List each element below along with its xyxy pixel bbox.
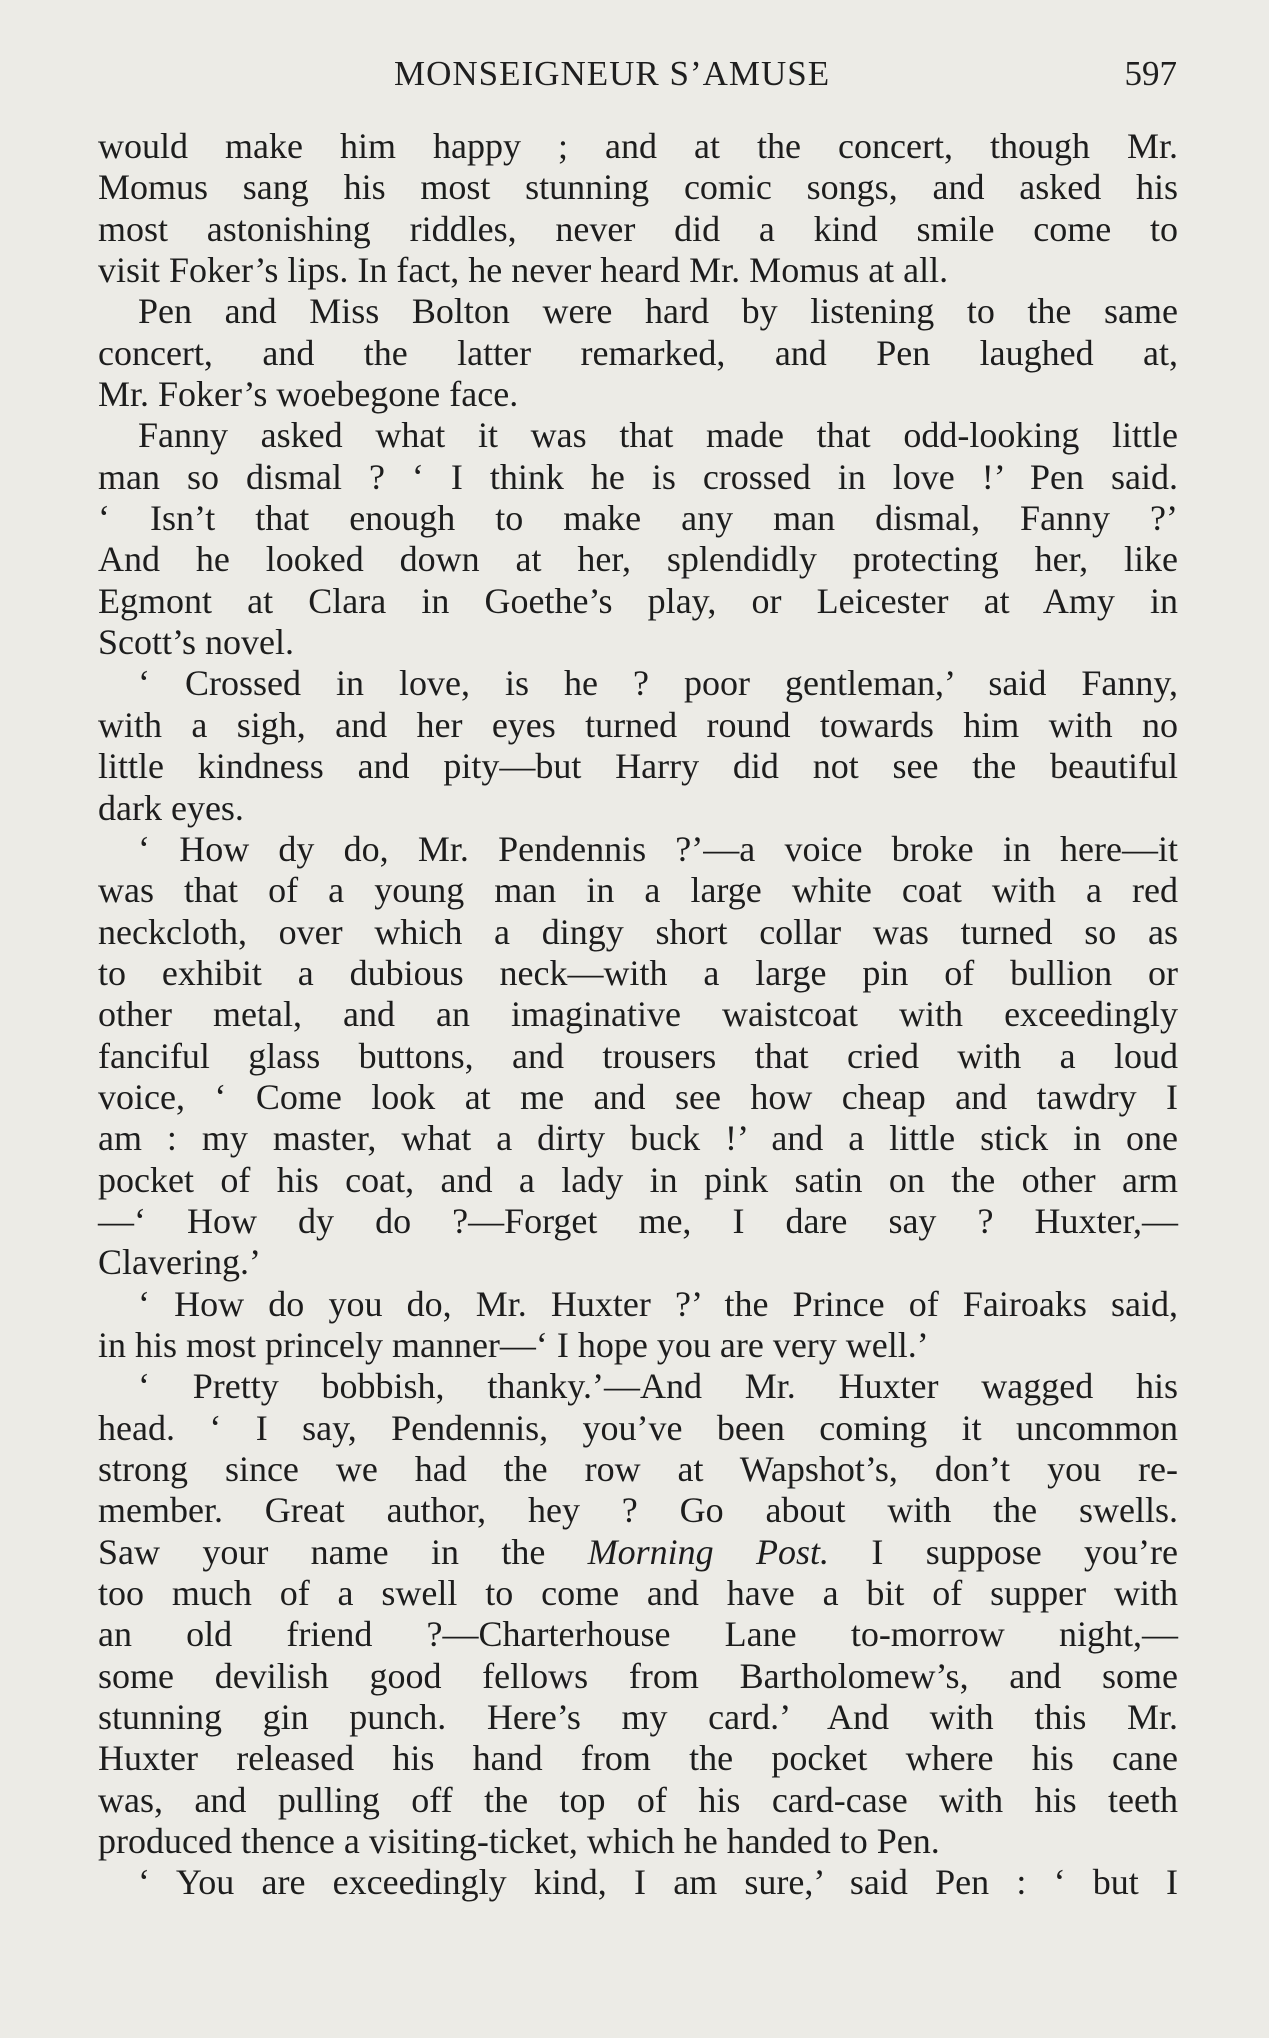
text-line: other metal, and an imaginative waistcoat with exceedingly	[98, 994, 1178, 1035]
text-line: —‘ How dy do ?—Forget me, I dare say ? Huxter,—	[98, 1200, 1178, 1241]
text-line: Momus sang his most stunning comic songs, and asked his	[98, 167, 1178, 208]
text-line: ‘ How do you do, Mr. Huxter ?’ the Prince of Fairoaks said,	[138, 1283, 1178, 1324]
text-line: too much of a swell to come and have a bit of supper with	[98, 1573, 1178, 1614]
text-line: head. ‘ I say, Pendennis, you’ve been coming it uncommon	[98, 1407, 1178, 1448]
running-head-title: MONSEIGNEUR S’AMUSE	[394, 54, 831, 93]
text-line: concert, and the latter remarked, and Pen laughed at,	[98, 332, 1178, 373]
text-segment: I suppose you’re	[829, 1531, 1178, 1572]
text-line: some devilish good fellows from Bartholomew’s, and some	[98, 1655, 1178, 1696]
page-number: 597	[1124, 54, 1177, 93]
text-line: neckcloth, over which a dingy short collar was turned so as	[98, 911, 1178, 952]
text-line: produced thence a visiting-ticket, which he handed to Pen.	[98, 1821, 940, 1862]
text-segment: Saw your name in the	[98, 1531, 588, 1572]
text-line: would make him happy ; and at the concert, though Mr.	[98, 126, 1178, 166]
text-line: Mr. Foker’s woebegone face.	[98, 374, 519, 415]
text-line: Egmont at Clara in Goethe’s play, or Leicester at Amy in	[98, 580, 1178, 621]
text-line: an old friend ?—Charterhouse Lane to-morrow night,—	[98, 1614, 1178, 1655]
text-line: stunning gin punch. Here’s my card.’ And with this Mr.	[98, 1697, 1178, 1738]
text-line: Fanny asked what it was that made that odd-looking little	[138, 415, 1178, 456]
text-line: most astonishing riddles, never did a kind smile come to	[98, 208, 1178, 249]
italic-title: Morning Post.	[587, 1531, 830, 1572]
text-line: Scott’s novel.	[98, 622, 294, 663]
text-line: voice, ‘ Come look at me and see how cheap and tawdry I	[98, 1076, 1178, 1117]
body-text	[98, 126, 1178, 1904]
text-line: strong since we had the row at Wapshot’s, don’t you re-	[98, 1449, 1178, 1489]
text-line: pocket of his coat, and a lady in pink satin on the other arm	[98, 1159, 1178, 1200]
running-head	[0, 54, 1269, 102]
text-line: visit Foker’s lips. In fact, he never heard Mr. Momus at all.	[98, 250, 949, 291]
text-line: in his most princely manner—‘ I hope you are very well.’	[98, 1324, 929, 1365]
text-line: ‘ Pretty bobbish, thanky.’—And Mr. Huxter wagged his	[138, 1366, 1178, 1407]
text-line: ‘ Isn’t that enough to make any man dismal, Fanny ?’	[98, 498, 1178, 539]
text-line	[98, 1532, 1178, 1573]
text-line: ‘ You are exceedingly kind, I am sure,’ said Pen : ‘ but I	[138, 1862, 1178, 1903]
text-line: ‘ Crossed in love, is he ? poor gentleman,’ said Fanny,	[138, 663, 1178, 704]
text-line: with a sigh, and her eyes turned round towards him with no	[98, 704, 1178, 745]
text-line: dark eyes.	[98, 787, 244, 828]
text-line: am : my master, what a dirty buck !’ and a little stick in one	[98, 1118, 1178, 1159]
text-line: ‘ How dy do, Mr. Pendennis ?’—a voice broke in here—it	[138, 828, 1178, 869]
text-line: was that of a young man in a large white coat with a red	[98, 870, 1178, 911]
text-line: man so dismal ? ‘ I think he is crossed in love !’ Pen said.	[98, 456, 1178, 497]
text-line: And he looked down at her, splendidly protecting her, like	[98, 539, 1178, 580]
text-line: was, and pulling off the top of his card-case with his teeth	[98, 1779, 1178, 1820]
text-line: member. Great author, hey ? Go about with the swells.	[98, 1490, 1178, 1531]
text-line: Pen and Miss Bolton were hard by listening to the same	[138, 291, 1178, 332]
text-line: little kindness and pity—but Harry did not see the beautiful	[98, 746, 1178, 787]
text-line: Huxter released his hand from the pocket where his cane	[98, 1738, 1178, 1779]
text-line: to exhibit a dubious neck—with a large pin of bullion or	[98, 952, 1178, 993]
text-line: fanciful glass buttons, and trousers that cried with a loud	[98, 1035, 1178, 1076]
text-line: Clavering.’	[98, 1242, 261, 1283]
